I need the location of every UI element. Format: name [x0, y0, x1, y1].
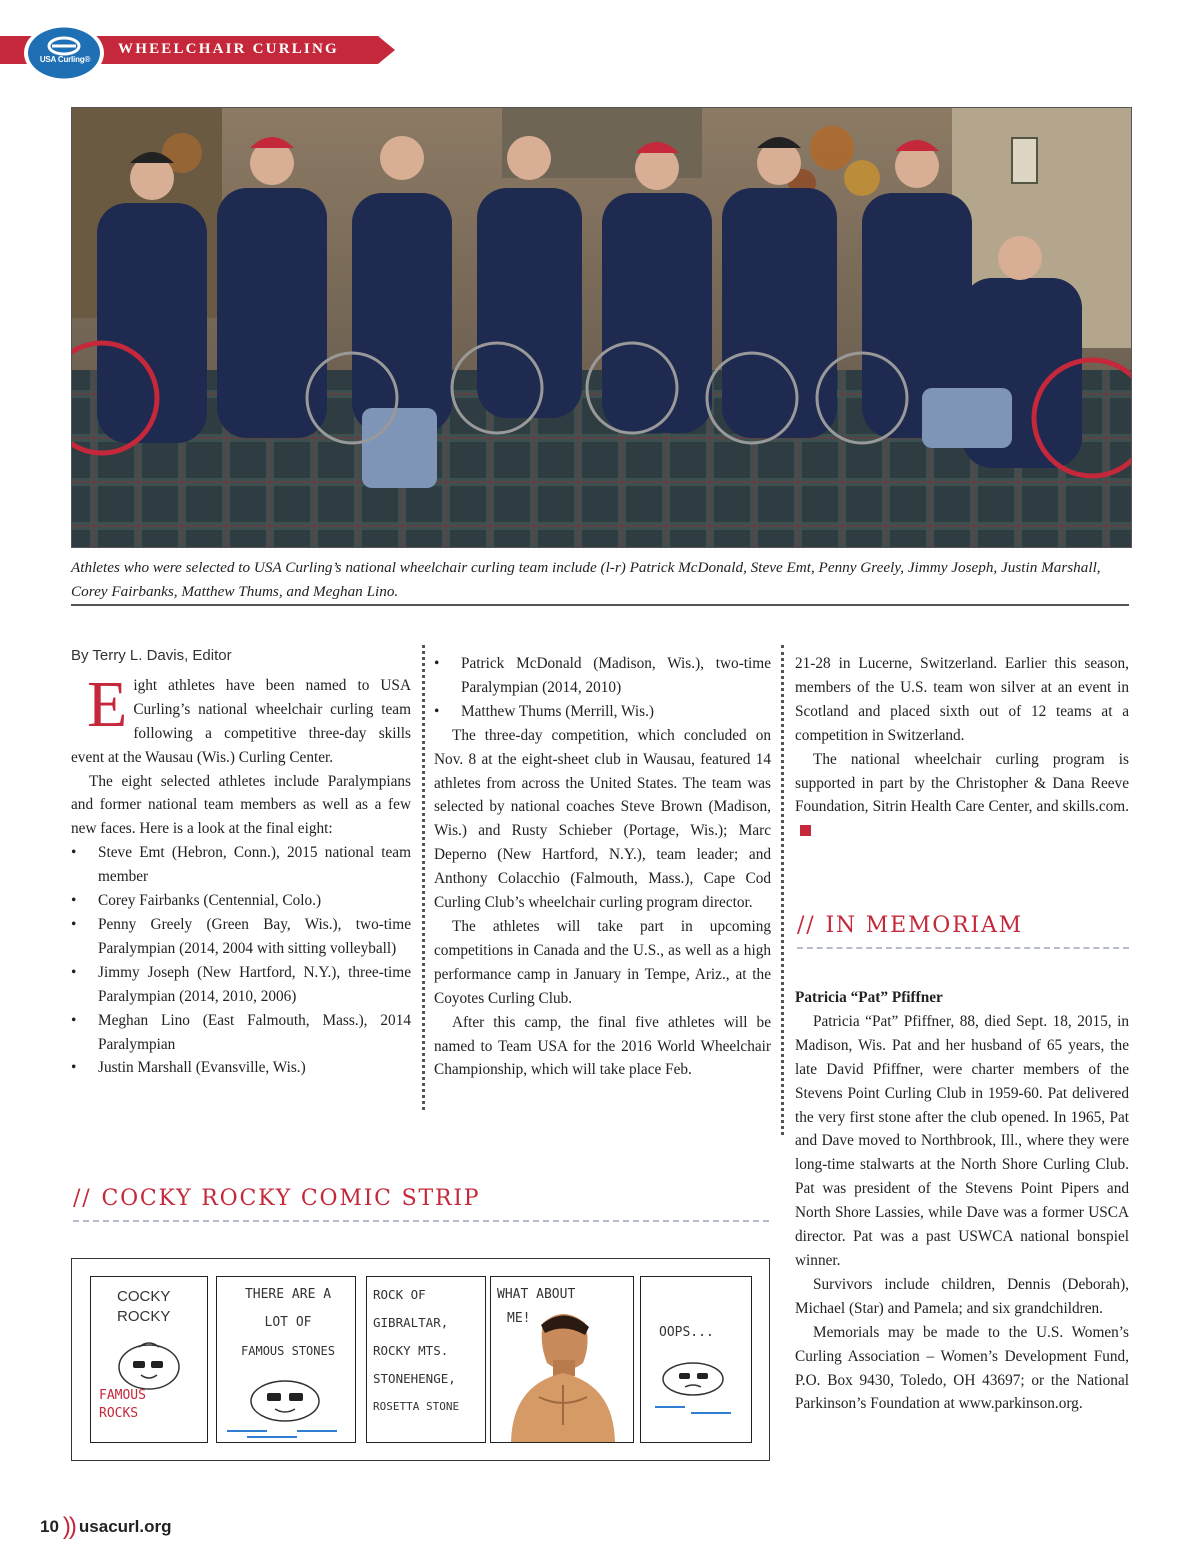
athlete-list-continued [434, 652, 771, 724]
panel-title [117, 1287, 170, 1327]
article-column-1 [71, 644, 411, 1080]
end-mark [800, 825, 811, 836]
paragraph: After this camp, the final five athletes will be named to Team USA for the 2016 World Wheelchair Championship, which will take place Feb. [434, 1013, 771, 1079]
panel-text: STONEHENGE, [373, 1371, 456, 1386]
section-title: WHEELCHAIR CURLING [118, 41, 339, 57]
closing-text: The national wheelchair curling program is supported in part by the Christopher & Dana Reeve Foundation, Sitrin Health Care Center, and skills.com. [795, 750, 1129, 816]
article-column-3 [795, 652, 1129, 843]
intro-paragraph [71, 667, 411, 770]
paragraph: 21-28 in Lucerne, Switzerland. Earlier this season, members of the U.S. team won silver at an event in Scotland and placed sixth out of 12 teams at a competition in Switzerland. [795, 655, 1129, 744]
panel-speech: OOPS... [659, 1325, 714, 1340]
rock-character-icon [641, 1357, 752, 1427]
heading-slashes: // [73, 1186, 92, 1211]
intro-text: ight athletes have been named to USA Curling’s national wheelchair curling team following a competitive three-day skills event at the Wausau (Wis.) Curling Center. [71, 676, 411, 766]
list-item: • Matthew Thums (Merrill, Wis.) [434, 700, 771, 724]
comic-heading [73, 1186, 480, 1211]
panel-text: LOT OF [264, 1315, 312, 1330]
rock-character-icon [217, 1373, 356, 1443]
logo-badge-icon [22, 22, 106, 84]
heading-slashes: // [797, 913, 816, 938]
list-item: • Penny Greely (Green Bay, Wis.), two-time Paralympian (2014, 2004 with sitting volleyball) [71, 913, 411, 961]
caption-divider [71, 604, 1129, 606]
paragraph: The athletes will take part in upcoming competitions in Canada and the U.S., as well as a high performance camp in January in Tempe, Ariz., at the Coyotes Curling Club. [434, 917, 771, 1007]
panel-text: FAMOUS STONES [241, 1344, 335, 1358]
byline: By Terry L. Davis, Editor [71, 647, 232, 664]
column-divider [422, 645, 425, 1110]
usa-curling-logo [22, 22, 106, 84]
list-item: • Steve Emt (Hebron, Conn.), 2015 national team member [71, 841, 411, 889]
panel-text: ME! [507, 1311, 531, 1326]
comic-panel-4 [490, 1276, 634, 1443]
paragraph: Memorials may be made to the U.S. Women’s Curling Association – Women’s Development Fund, P.O. Box 9430, Toledo, OH 43697; or the National Parkinson’s Foundation at www.parkinson.org. [795, 1323, 1129, 1413]
list-item: • Corey Fairbanks (Centennial, Colo.) [71, 889, 411, 913]
panel-text: ROSETTA STONE [373, 1400, 460, 1413]
list-item: • Justin Marshall (Evansville, Wis.) [71, 1056, 411, 1080]
footer-parens: )) [62, 1513, 75, 1540]
team-photo [71, 107, 1132, 548]
photo-caption: Athletes who were selected to USA Curling’s national wheelchair curling team include (l-r) Patrick McDonald, Steve Emt, Penny Greely, Jimmy Joseph, Justin Marshall, Corey Fairbanks, Matthew Thums, and Meghan Lino. [71, 559, 1101, 600]
comic-rule [73, 1220, 769, 1222]
comic-title: COCKY ROCKY COMIC STRIP [101, 1186, 481, 1211]
rocky-portrait-icon [491, 1305, 634, 1443]
memoriam-rule [797, 947, 1129, 949]
panel-subtitle [99, 1387, 146, 1423]
panel-text: THERE ARE A [244, 1287, 332, 1302]
list-item: • Jimmy Joseph (New Hartford, N.Y.), three-time Paralympian (2014, 2010, 2006) [71, 961, 411, 1009]
memoriam-body [795, 986, 1129, 1416]
panel-text: ROCKS [99, 1406, 139, 1421]
paragraph: The eight selected athletes include Paralympians and former national team members as well as a few new faces. Here is a look at the final eight: [71, 772, 411, 838]
footer-site-link[interactable]: usacurl.org [78, 1517, 172, 1536]
athlete-list [71, 841, 411, 1080]
drop-cap: E [87, 667, 128, 741]
paragraph: Survivors include children, Dennis (Deborah), Michael (Star) and Pamela; and six grandchildren. [795, 1275, 1129, 1317]
panel-text: WHAT ABOUT [497, 1287, 576, 1302]
panel-speech [222, 1281, 354, 1365]
team-photo-image [72, 108, 1132, 548]
panel-text: ROCK OF [373, 1287, 426, 1302]
paragraph: Patricia “Pat” Pfiffner, 88, died Sept. 18, 2015, in Madison, Wis. Pat and her husband of 65 years, the late David Pfiffner, were charter members of the Stevens Point Curling Club in 1959-60. Pat delivered the very first stone after the club opened. In 1965, Pat and Dave moved to Northbrook, Ill., where they were long-time stalwarts at the North Shore Curling Club. Pat was president of the Stevens Point Pipers and North Shore Lassies, while Dave was a former USCA director. Pat was a past USWCA national bonspiel winner. [795, 1012, 1129, 1269]
list-item: • Meghan Lino (East Falmouth, Mass.), 2014 Paralympian [71, 1009, 411, 1057]
comic-panel-1 [90, 1276, 208, 1443]
memoriam-name: Patricia “Pat” Pfiffner [795, 989, 943, 1006]
memoriam-title: IN MEMORIAM [825, 913, 1023, 938]
column-divider [781, 645, 784, 1135]
panel-text: GIBRALTAR, [373, 1315, 449, 1330]
panel-speech [373, 1281, 459, 1421]
list-item: • Patrick McDonald (Madison, Wis.), two-time Paralympian (2014, 2010) [434, 652, 771, 700]
comic-panel-3 [366, 1276, 486, 1443]
panel-text: FAMOUS [99, 1388, 146, 1403]
article-column-2 [434, 652, 771, 1082]
panel-text: ROCKY [117, 1308, 171, 1325]
panel-text: ROCKY MTS. [373, 1343, 449, 1358]
logo-text: USA Curling® [39, 55, 91, 64]
panel-text: COCKY [117, 1288, 171, 1305]
closing-paragraph [795, 748, 1129, 844]
comic-panel-2 [216, 1276, 356, 1443]
page-number: 10 [40, 1517, 59, 1536]
memoriam-heading [797, 913, 1023, 938]
paragraph: The three-day competition, which concluded on Nov. 8 at the eight-sheet club in Wausau, featured 14 athletes from across the United States. The team was selected by national coaches Steve Brown (Madison, Wis.) and Rusty Schieber (Portage, Wis.); Marc Deperno (New Hartford, N.Y.), team leader; and Anthony Colacchio (Falmouth, Mass.), Cape Cod Curling Club’s wheelchair curling program director. [434, 726, 771, 912]
comic-panel-5 [640, 1276, 752, 1443]
page-footer [40, 1511, 172, 1539]
